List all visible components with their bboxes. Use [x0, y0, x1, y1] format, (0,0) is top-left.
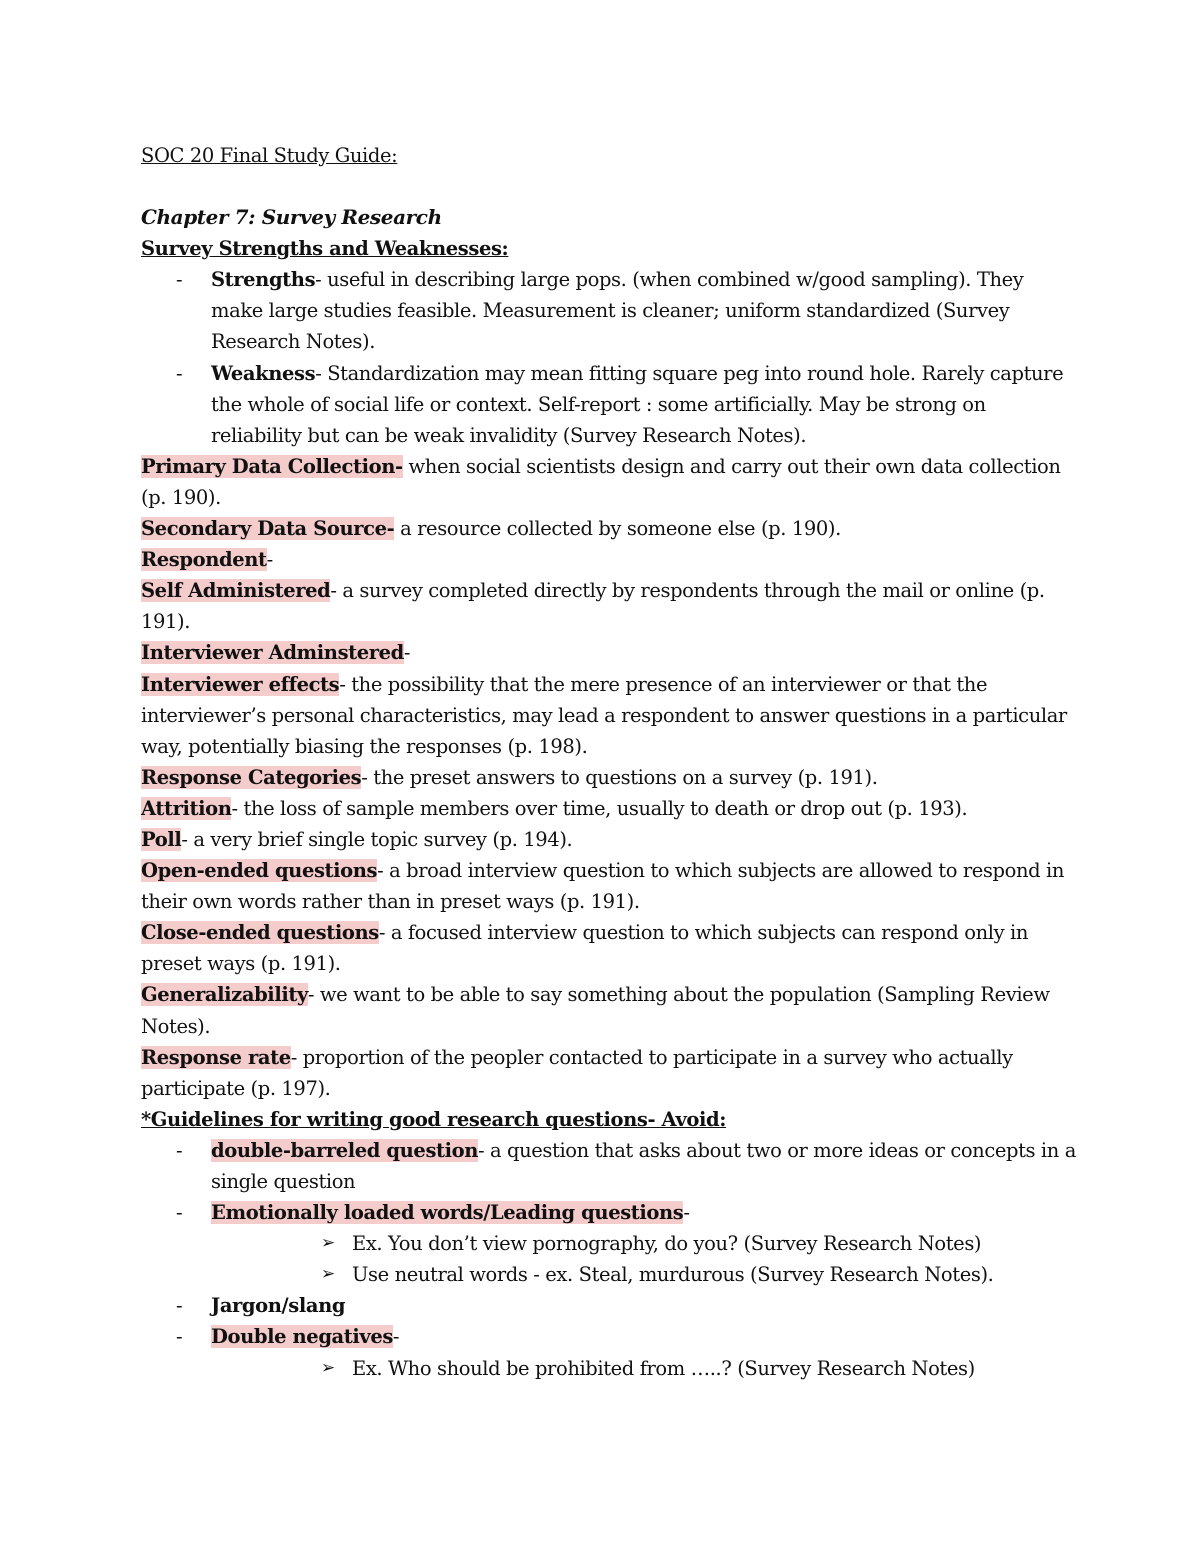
guideline-item-jargon — [141, 1290, 1061, 1321]
guidelines-heading: *Guidelines for writing good research questions- Avoid: — [141, 1107, 727, 1131]
term-highlight: Emotionally loaded words/Leading questions — [211, 1201, 684, 1225]
bullet-dash: - — [176, 1138, 183, 1162]
term-definition: - a question that asks about two or more ideas or concepts in a — [478, 1138, 1076, 1162]
term-definition-cont: their own words rather than in preset ways (p. 191). — [141, 890, 640, 914]
term-highlight: Close-ended questions — [141, 921, 379, 945]
sub-bullet — [141, 1228, 1061, 1259]
term-definition: - a very brief single topic survey (p. 194). — [181, 827, 573, 851]
sub-bullet — [141, 1353, 1061, 1384]
term-definition-cont: 191). — [141, 610, 191, 634]
term-entry — [141, 917, 1061, 948]
term-definition: - the possibility that the mere presence of an interviewer or that the — [339, 672, 988, 696]
term-definition: - the preset answers to questions on a survey (p. 191). — [361, 765, 878, 789]
term-highlight: Primary Data Collection- — [141, 454, 403, 478]
strengths-term: Strengths — [211, 268, 316, 292]
term-definition-cont: single question — [211, 1170, 356, 1193]
term-entry — [141, 513, 1061, 544]
term-entry — [141, 824, 1061, 855]
term-highlight: Poll — [141, 827, 182, 851]
term-highlight: Double negatives — [211, 1325, 393, 1349]
sub-bullet-text: Ex. Who should be prohibited from …..? (Survey Research Notes) — [352, 1356, 975, 1380]
weakness-text: reliability but can be weak invalidity (Survey Research Notes). — [211, 423, 807, 447]
guideline-item-emotional — [141, 1197, 1061, 1228]
sub-bullet — [141, 1259, 1061, 1290]
strengths-text: Research Notes). — [211, 330, 375, 354]
term-entry — [141, 855, 1064, 886]
term-definition-cont: way, potentially biasing the responses (p. 198). — [141, 734, 588, 758]
sub-bullet-text: Ex. You don’t view pornography, do you? (Survey Research Notes) — [352, 1232, 982, 1256]
term-definition-cont: participate (p. 197). — [141, 1076, 331, 1100]
guideline-item-double-negatives — [141, 1321, 1061, 1352]
term-definition: - — [403, 641, 411, 665]
term-entry — [141, 544, 1061, 575]
term-definition-cont: (p. 190). — [141, 485, 221, 509]
arrow-bullet-icon: ➢ — [321, 1233, 335, 1254]
term-definition: - proportion of the peopler contacted to participate in a survey who actually — [290, 1045, 1013, 1069]
weakness-term: Weakness — [211, 361, 316, 385]
term-highlight: Respondent — [141, 548, 267, 572]
strengths-weaknesses-heading: Survey Strengths and Weaknesses: — [141, 237, 509, 261]
term-definition: - the loss of sample members over time, usually to death or drop out (p. 193). — [231, 796, 968, 820]
term-highlight: Attrition — [141, 796, 232, 820]
bullet-dash: - — [176, 1294, 183, 1318]
term-entry — [141, 1042, 1061, 1073]
weakness-text: - Standardization may mean fitting square peg into round hole. Rarely capture — [315, 361, 1064, 385]
term-definition-cont: interviewer’s personal characteristics, may lead a respondent to answer questions in a particular — [141, 703, 1067, 727]
term-entry — [141, 793, 1061, 824]
term-entry — [141, 979, 1061, 1010]
bullet-dash: - — [176, 361, 183, 385]
strengths-item — [141, 264, 1061, 295]
term-definition: - — [392, 1325, 400, 1349]
term-highlight: Interviewer Adminstered — [141, 641, 404, 665]
term-entry — [141, 575, 1061, 606]
strengths-text: make large studies feasible. Measurement is cleaner; uniform standardized (Survey — [211, 299, 1010, 323]
term-definition-cont: Notes). — [141, 1014, 211, 1038]
term-highlight: Interviewer effects — [141, 672, 340, 696]
spacer — [141, 171, 1061, 202]
document-title: SOC 20 Final Study Guide: — [141, 144, 398, 167]
term-highlight: Response rate — [141, 1045, 291, 1069]
term-definition: - a broad interview question to which subjects are allowed to respond in — [377, 859, 1064, 883]
bullet-dash: - — [176, 1325, 183, 1349]
term-definition: - a survey completed directly by respondents through the mail or online (p. — [330, 579, 1045, 603]
term-highlight: Response Categories — [141, 765, 362, 789]
term-entry — [141, 669, 1061, 700]
term-highlight: Secondary Data Source- — [141, 517, 395, 541]
term-definition-cont: preset ways (p. 191). — [141, 952, 341, 976]
term-entry — [141, 762, 1061, 793]
term-highlight: Self Administered — [141, 579, 331, 603]
term-entry — [141, 451, 1061, 482]
bullet-dash: - — [176, 268, 183, 292]
term-definition: - — [683, 1201, 690, 1225]
term-highlight: Open-ended questions — [141, 859, 378, 883]
document-page — [141, 140, 1076, 1384]
sub-bullet-text: Use neutral words - ex. Steal, murdurous (Survey Research Notes). — [352, 1263, 994, 1287]
term-definition: - we want to be able to say something about the population (Sampling Review — [307, 983, 1050, 1007]
term-definition: when social scientists design and carry out their own data collection — [402, 454, 1061, 478]
term-highlight: Generalizability — [141, 983, 308, 1007]
term-highlight: double-barreled question — [211, 1138, 479, 1162]
term-definition: a resource collected by someone else (p. 190). — [394, 517, 841, 541]
chapter-heading: Chapter 7: Survey Research — [141, 205, 442, 230]
guideline-item-double-barreled — [141, 1135, 1076, 1166]
jargon-term: Jargon/slang — [211, 1294, 346, 1318]
arrow-bullet-icon: ➢ — [321, 1357, 335, 1378]
term-definition: - a focused interview question to which subjects can respond only in — [378, 921, 1028, 945]
weakness-text: the whole of social life or context. Self-report : some artificially. May be strong on — [211, 392, 986, 416]
strengths-text: - useful in describing large pops. (when combined w/good sampling). They — [315, 268, 1024, 292]
term-definition: - — [266, 548, 273, 572]
weakness-item — [141, 358, 1064, 389]
term-entry — [141, 637, 1061, 668]
arrow-bullet-icon: ➢ — [321, 1264, 335, 1285]
bullet-dash: - — [176, 1201, 183, 1225]
